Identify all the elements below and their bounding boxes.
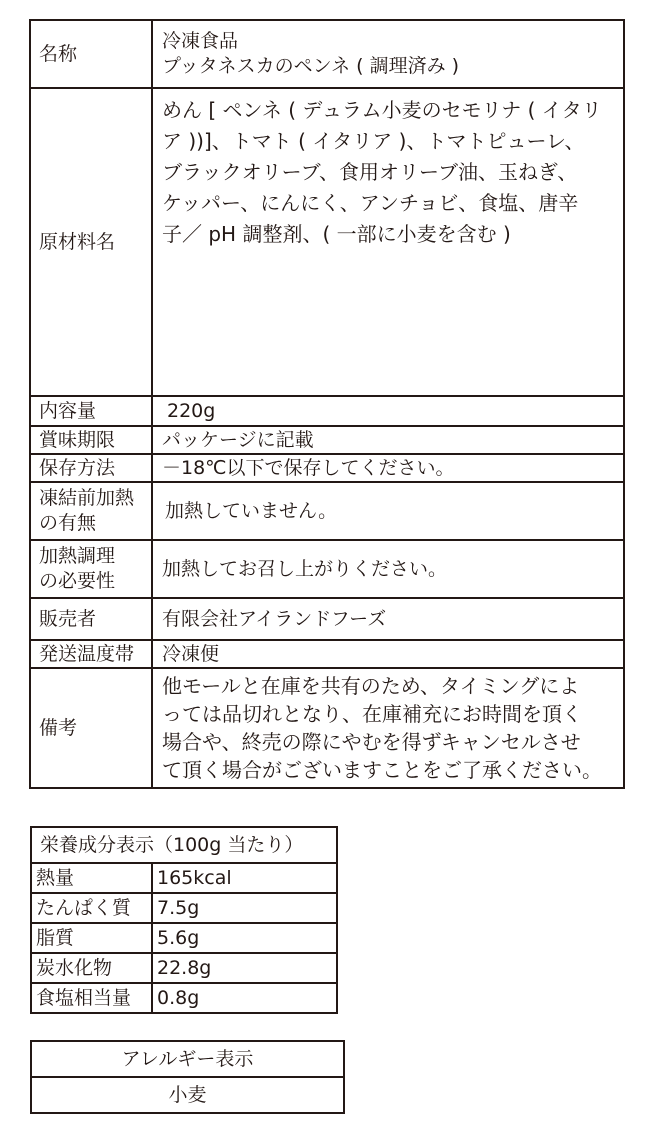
label-key: 凍結前加熱 の有無: [30, 482, 152, 540]
allergy-title: アレルギー表示: [31, 1041, 344, 1077]
label-value: 冷凍食品 プッタネスカのペンネ ( 調理済み ): [152, 20, 624, 88]
label-row-seller: [30, 598, 624, 640]
nutrition-key: 炭水化物: [31, 953, 152, 983]
label-row-shipping: [30, 640, 624, 668]
label-key: 加熱調理 の必要性: [30, 540, 152, 598]
label-row-notes: [30, 668, 624, 788]
label-key: 備考: [30, 668, 152, 788]
label-key: 販売者: [30, 598, 152, 640]
nutrition-value: 165kcal: [152, 863, 337, 893]
label-value: 220g: [152, 396, 624, 426]
nutrition-title-row: [31, 827, 337, 863]
nutrition-value: 5.6g: [152, 923, 337, 953]
label-value: めん [ ペンネ ( デュラム小麦のセモリナ ( イタリ ア ))]、トマト ( イタリア )、トマトピューレ、 ブラックオリーブ、食用オリーブ油、玉ねぎ、 ケッパー、にんにく、アンチョビ、食塩、唐辛 子／ pH 調整剤、( 一部に小麦を含む ): [152, 88, 624, 396]
nutrition-row: [31, 923, 337, 953]
label-key: 保存方法: [30, 454, 152, 482]
label-key: 原材料名: [30, 88, 152, 396]
label-value: パッケージに記載: [152, 426, 624, 454]
nutrition-key: 食塩相当量: [31, 983, 152, 1013]
food-label-table: [29, 19, 625, 789]
label-row-name: [30, 20, 624, 88]
label-row-cooking: [30, 540, 624, 598]
label-value: 他モールと在庫を共有のため、タイミングによ っては品切れとなり、在庫補充にお時間を頂く 場合や、終売の際にやむを得ずキャンセルさせ て頂く場合がございますことをご了承ください。: [152, 668, 624, 788]
label-row-quantity: [30, 396, 624, 426]
nutrition-row: [31, 983, 337, 1013]
nutrition-value: 7.5g: [152, 893, 337, 923]
label-row-preheat: [30, 482, 624, 540]
nutrition-facts-table: [30, 826, 338, 1014]
nutrition-row: [31, 893, 337, 923]
nutrition-key: 脂質: [31, 923, 152, 953]
allergy-table: [30, 1040, 345, 1114]
label-value: 有限会社アイランドフーズ: [152, 598, 624, 640]
nutrition-row: [31, 863, 337, 893]
nutrition-key: たんぱく質: [31, 893, 152, 923]
nutrition-title: 栄養成分表示（100g 当たり）: [31, 827, 337, 863]
label-row-best-before: [30, 426, 624, 454]
label-value: －18℃以下で保存してください。: [152, 454, 624, 482]
allergy-value-row: [31, 1077, 344, 1113]
label-row-storage: [30, 454, 624, 482]
label-key: 発送温度帯: [30, 640, 152, 668]
label-key: 名称: [30, 20, 152, 88]
nutrition-value: 22.8g: [152, 953, 337, 983]
label-value: 加熱してお召し上がりください。: [152, 540, 624, 598]
nutrition-key: 熱量: [31, 863, 152, 893]
label-value: 加熱していません。: [152, 482, 624, 540]
nutrition-value: 0.8g: [152, 983, 337, 1013]
label-value: 冷凍便: [152, 640, 624, 668]
allergy-title-row: [31, 1041, 344, 1077]
allergy-value: 小麦: [31, 1077, 344, 1113]
label-key: 内容量: [30, 396, 152, 426]
label-row-ingredients: [30, 88, 624, 396]
nutrition-row: [31, 953, 337, 983]
label-key: 賞味期限: [30, 426, 152, 454]
